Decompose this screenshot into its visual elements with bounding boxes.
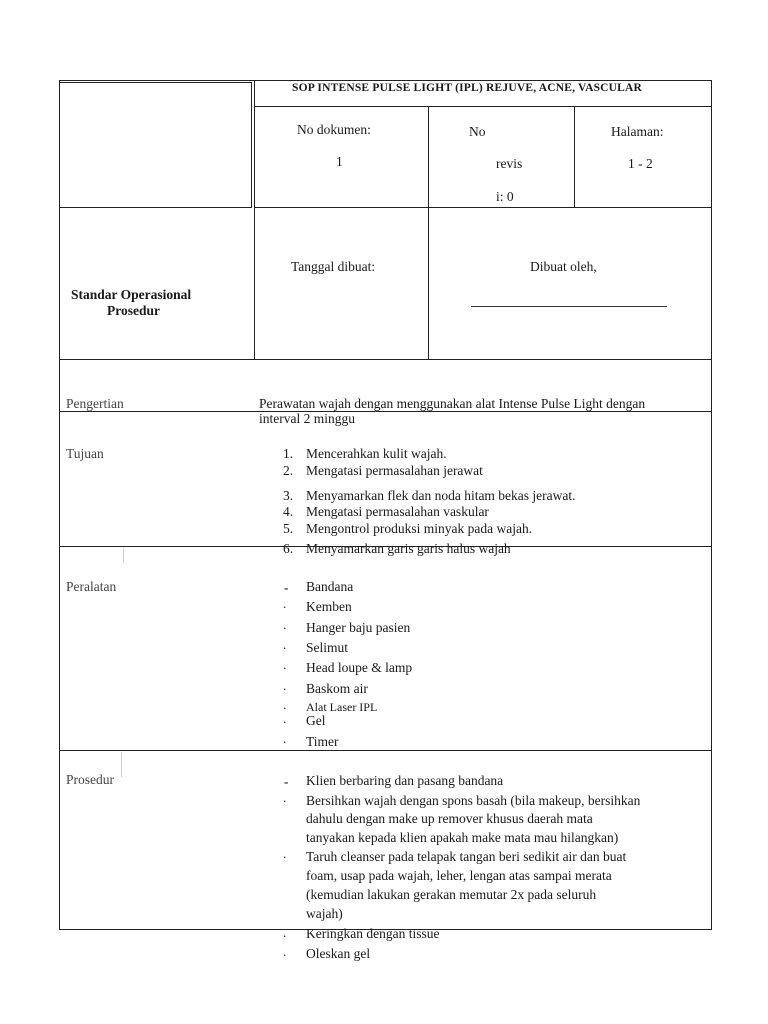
signature-line (471, 306, 667, 307)
peralatan-bullet: . (283, 731, 287, 746)
prosedur-item-line: Bersihkan wajah dengan spons basah (bila makeup, bersihkan (306, 793, 641, 808)
peralatan-row-bottom (59, 750, 712, 751)
peralatan-bullet-dash: - (284, 580, 289, 595)
peralatan-bullet: . (283, 637, 287, 652)
sop-title-line1: Standar Operasional (71, 287, 192, 302)
peralatan-bullet: . (283, 596, 287, 611)
sop-title-line2: Prosedur (107, 303, 160, 318)
prosedur-item-line: Klien berbaring dan pasang bandana (306, 773, 504, 788)
sop-row-bottom (59, 359, 712, 360)
tanggal-dibuat-label: Tanggal dibuat: (291, 259, 376, 274)
peralatan-item: Selimut (306, 640, 349, 655)
header-col-sep (254, 80, 255, 360)
no-dokumen-label: No dokumen: (297, 122, 371, 137)
tujuan-item: Mengatasi permasalahan jerawat (306, 463, 483, 478)
peralatan-item: Alat Laser IPL (306, 700, 378, 714)
prosedur-item-line: Keringkan dengan tissue (306, 926, 440, 941)
tujuan-num: 1. (283, 446, 294, 461)
no-dokumen-value: 1 (336, 154, 343, 169)
logo-box-right (251, 82, 252, 207)
doc-row-bottom (254, 207, 712, 208)
document-title: SOP INTENSE PULSE LIGHT (IPL) REJUVE, ACNE, VASCULAR (292, 82, 643, 94)
peralatan-item: Kemben (306, 599, 352, 614)
ghost-mark (123, 548, 124, 563)
peralatan-item: Head loupe & lamp (306, 660, 413, 675)
peralatan-bullet: . (283, 657, 287, 672)
peralatan-item: Bandana (306, 579, 354, 594)
peralatan-bullet: . (283, 678, 287, 693)
prosedur-bullet-dash: - (284, 774, 289, 789)
pengertian-text-line1: Perawatan wajah dengan menggunakan alat Intense Pulse Light dengan (259, 396, 646, 411)
logo-box-top (59, 82, 252, 83)
prosedur-item-line: dahulu dengan make up remover khusus daerah mata (306, 811, 593, 826)
tujuan-num: 5. (283, 521, 294, 536)
tujuan-item: Menyamarkan garis garis halus wajah (306, 541, 511, 556)
peralatan-item: Timer (306, 734, 339, 749)
prosedur-item-line: Oleskan gel (306, 946, 371, 961)
halaman-label: Halaman: (611, 124, 664, 139)
pengertian-label: Pengertian (66, 396, 124, 411)
doc-col-sep-2 (574, 106, 575, 208)
peralatan-label: Peralatan (66, 579, 117, 594)
prosedur-bullet: . (283, 790, 287, 805)
tujuan-num: 6. (283, 541, 294, 556)
peralatan-bullet: . (283, 617, 287, 632)
peralatan-bullet: . (283, 697, 287, 712)
tujuan-num: 2. (283, 463, 294, 478)
peralatan-item: Gel (306, 713, 326, 728)
prosedur-item-line: foam, usap pada wajah, leher, lengan atas sampai merata (306, 868, 612, 883)
peralatan-item: Baskom air (306, 681, 368, 696)
prosedur-label: Prosedur (66, 772, 114, 787)
tujuan-item: Mencerahkan kulit wajah. (306, 446, 447, 461)
halaman-value: 1 - 2 (628, 156, 653, 171)
logo-box-bottom (59, 207, 252, 208)
prosedur-bullet: . (283, 944, 287, 959)
no-revisi-part2: revis (496, 156, 523, 171)
prosedur-bullet: . (283, 925, 287, 940)
doc-col-sep-1 (428, 106, 429, 360)
pengertian-text-line2: interval 2 minggu (259, 411, 355, 426)
prosedur-bullet: . (283, 846, 287, 861)
no-revisi-part3: i: 0 (496, 189, 514, 204)
ghost-mark (121, 752, 122, 777)
prosedur-item-line: wajah) (306, 906, 343, 921)
peralatan-bullet: . (283, 711, 287, 726)
tujuan-item: Menyamarkan flek dan noda hitam bekas jerawat. (306, 488, 576, 503)
dibuat-oleh-label: Dibuat oleh, (530, 259, 597, 274)
prosedur-item-line: Taruh cleanser pada telapak tangan beri sedikit air dan buat (306, 849, 627, 864)
peralatan-item: Hanger baju pasien (306, 620, 411, 635)
tujuan-item: Mengontrol produksi minyak pada wajah. (306, 521, 533, 536)
prosedur-item-line: (kemudian lakukan gerakan memutar 2x pada seluruh (306, 887, 597, 902)
prosedur-item-line: tanyakan kepada klien apakah make mata mau hilangkan) (306, 830, 619, 845)
tujuan-num: 4. (283, 504, 294, 519)
title-row-bottom (254, 106, 712, 107)
tujuan-num: 3. (283, 488, 294, 503)
table-border-top (59, 80, 712, 81)
no-revisi-part1: No (469, 124, 486, 139)
tujuan-label: Tujuan (66, 446, 104, 461)
tujuan-item: Mengatasi permasalahan vaskular (306, 504, 489, 519)
